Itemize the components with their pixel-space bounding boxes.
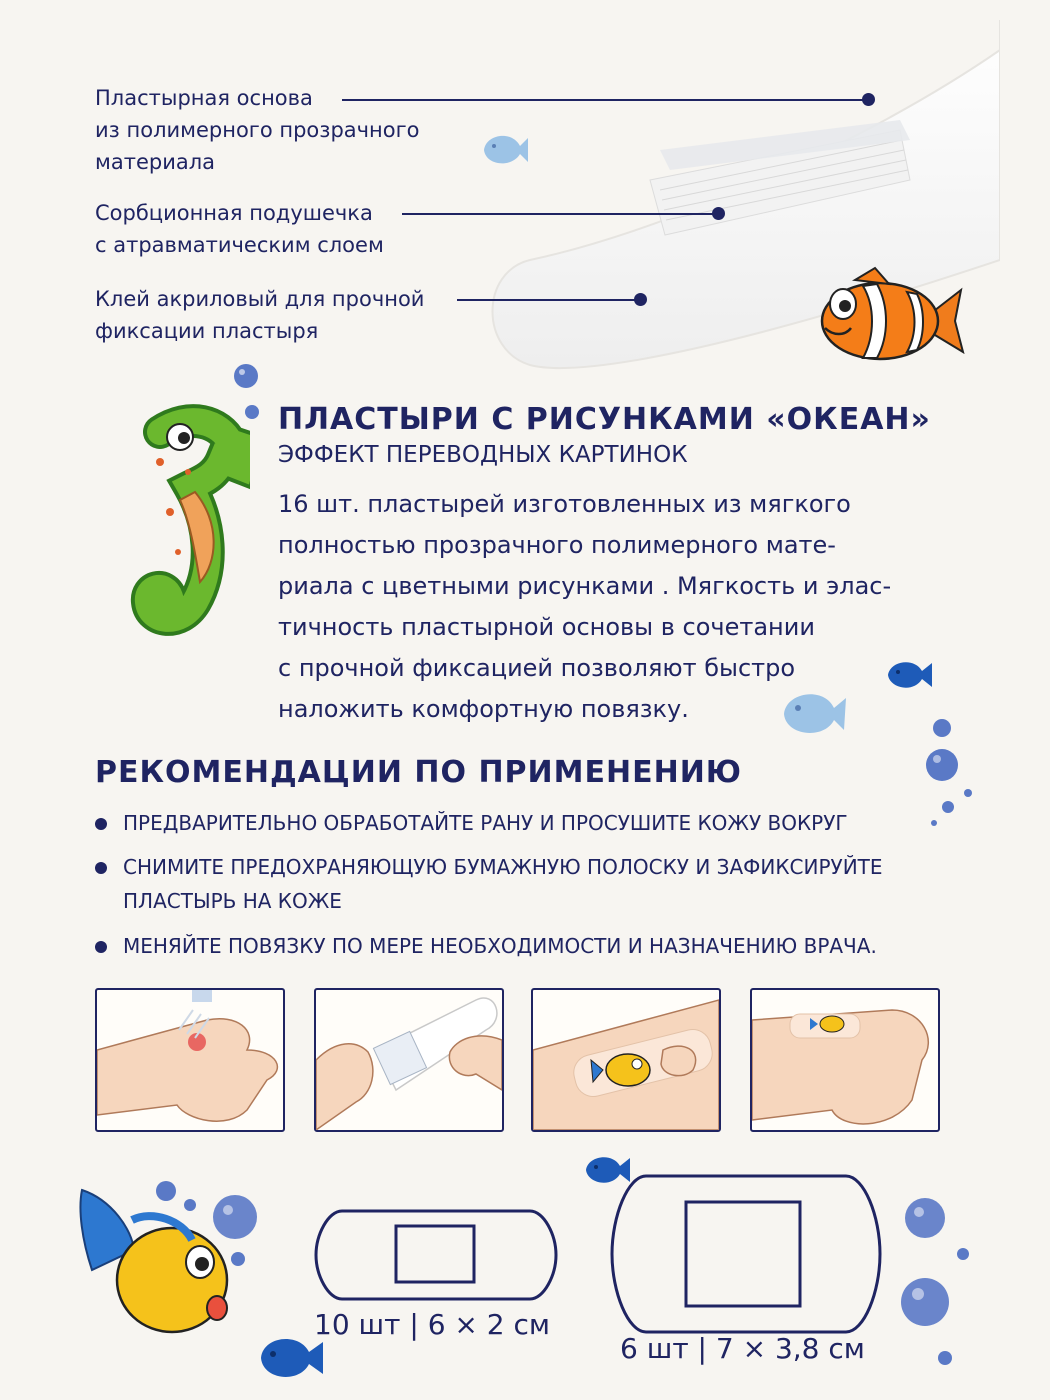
- bullet-dot: [95, 818, 107, 830]
- seahorse-icon: [100, 392, 250, 682]
- bullet-dot: [95, 941, 107, 953]
- blue-fish-icon: [882, 655, 934, 695]
- product-subtitle: ЭФФЕКТ ПЕРЕВОДНЫХ КАРТИНОК: [278, 442, 688, 468]
- step-panel-change: [750, 988, 940, 1132]
- step-panel-clean: [95, 988, 285, 1132]
- step-panel-apply: [531, 988, 721, 1132]
- product-title: ПЛАСТЫРИ С РИСУНКАМИ «ОКЕАН»: [278, 402, 931, 437]
- bubble-icon: [895, 1190, 975, 1370]
- arm-apply-illustration: [533, 990, 719, 1130]
- light-fish-icon: [778, 684, 848, 742]
- callout-glue: Клей акриловый для прочной фиксации пластыря: [95, 287, 425, 343]
- product-description: 16 шт. пластырей изготовленных из мягкого полностью прозрачного полимерного мате- риала с цветными рисунками . Мягкость и элас- тичность пластырной основы в сочетании с прочной фиксацией позволяют быстро наложить комфортную повязку.: [278, 490, 892, 723]
- recommendation-item: МЕНЯЙТЕ ПОВЯЗКУ ПО МЕРЕ НЕОБХОДИМОСТИ И НАЗНАЧЕНИЮ ВРАЧА.: [95, 929, 877, 963]
- bubble-icon: [920, 715, 980, 830]
- bullet-dot: [95, 862, 107, 874]
- callout-line-pad: [402, 213, 716, 215]
- small-size-label: 10 шт | 6 × 2 см: [314, 1308, 551, 1341]
- hand-illustration: [97, 990, 283, 1130]
- bubble-icon: [150, 1175, 270, 1285]
- hands-peel-illustration: [316, 990, 502, 1130]
- callout-line-base: [342, 99, 868, 101]
- large-bandage-outline: [608, 1172, 884, 1336]
- large-size-label: 6 шт | 7 × 3,8 см: [620, 1332, 865, 1365]
- recommendation-item: СНИМИТЕ ПРЕДОХРАНЯЮЩУЮ БУМАЖНУЮ ПОЛОСКУ И ЗАФИКСИРУЙТЕ ПЛАСТЫРЬ НА КОЖЕ: [95, 850, 883, 918]
- callout-dot-base: [862, 93, 875, 106]
- callout-line-glue: [457, 299, 637, 301]
- clownfish-icon: [815, 266, 965, 376]
- recommendation-item: ПРЕДВАРИТЕЛЬНО ОБРАБОТАЙТЕ РАНУ И ПРОСУШИТЕ КОЖУ ВОКРУГ: [95, 806, 848, 840]
- callout-pad: Сорбционная подушечка с атравматическим слоем: [95, 201, 384, 257]
- step-panel-peel: [314, 988, 504, 1132]
- light-fish-icon: [478, 128, 530, 170]
- callout-base: Пластырная основа из полимерного прозрачного материала: [95, 86, 420, 174]
- small-bandage-outline: [312, 1207, 560, 1303]
- recommendations-title: РЕКОМЕНДАЦИИ ПО ПРИМЕНЕНИЮ: [95, 755, 743, 790]
- callout-dot-glue: [634, 293, 647, 306]
- hand-bandage-illustration: [752, 990, 938, 1130]
- callout-dot-pad: [712, 207, 725, 220]
